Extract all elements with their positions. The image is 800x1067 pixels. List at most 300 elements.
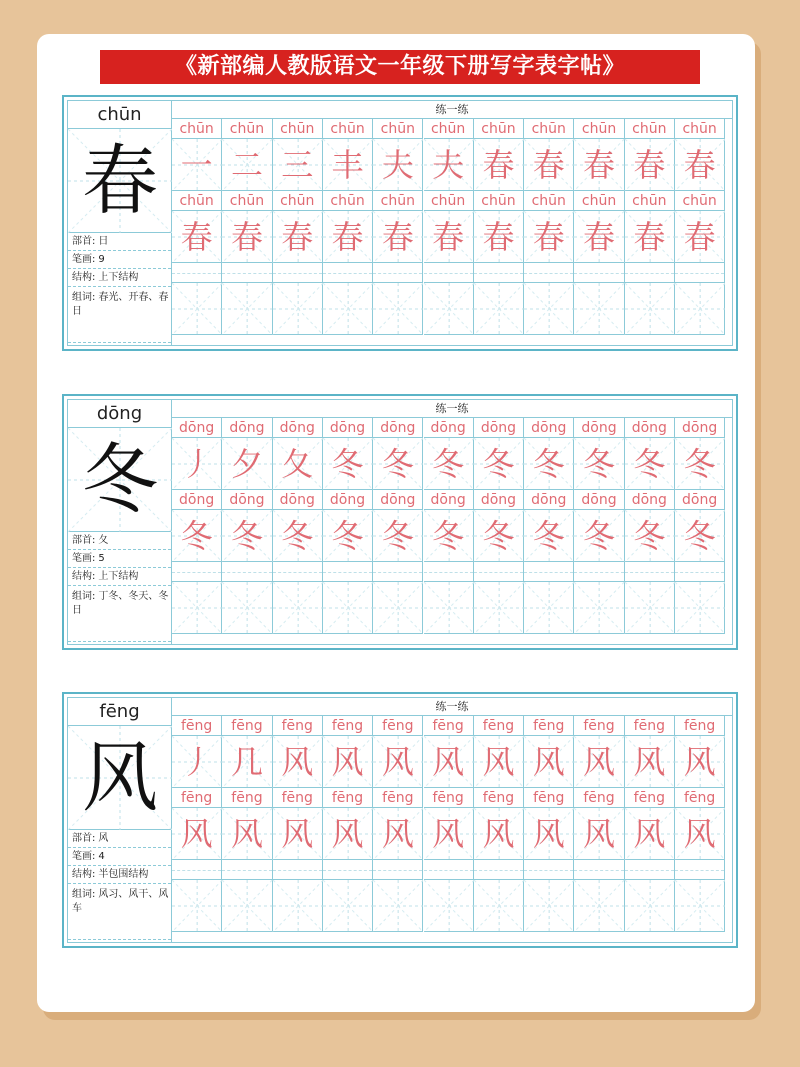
pinyin-cell [574,119,624,139]
writing-cell[interactable] [524,438,574,490]
writing-cell[interactable] [625,438,675,490]
pinyin-guide-line [675,870,724,871]
trace-character: 春 [532,218,565,256]
writing-cell[interactable] [574,438,624,490]
pinyin-guide-line [625,870,674,871]
pinyin-text: chūn [430,121,466,137]
pinyin-guide-line [574,870,623,871]
radical-label: 部首: [72,535,96,546]
pinyin-guide-line [524,870,573,871]
pinyin-text: fēng [180,790,213,806]
trace-character: 风 [331,743,364,781]
trace-character: 风 [230,815,263,853]
writing-cell[interactable] [424,736,474,788]
writing-cell[interactable] [172,139,222,191]
pinyin-cell [323,119,373,139]
pinyin-cell [373,191,423,211]
writing-cell[interactable] [524,139,574,191]
pinyin-guide-line [172,870,221,871]
pinyin-text: fēng [482,718,515,734]
trace-character: 风 [532,815,565,853]
trace-character: 冬 [683,445,716,483]
pinyin-text: fēng [281,790,313,806]
trace-character: 冬 [381,517,414,555]
writing-cell[interactable] [323,211,373,263]
writing-cell[interactable] [373,139,423,191]
writing-cell[interactable] [574,211,624,263]
writing-cell[interactable] [323,582,373,634]
pinyin-cell [574,263,624,283]
pinyin-text: fēng [231,718,263,734]
pinyin-cell [474,716,524,736]
trace-character: 冬 [230,517,263,555]
writing-cell[interactable] [474,139,524,191]
pinyin-cell [625,263,675,283]
writing-cell[interactable] [222,880,272,932]
words-row [68,884,171,940]
trace-character: 风 [482,743,515,781]
pinyin-guide-line [222,572,271,573]
trace-character: 冬 [281,517,314,555]
structure-row [68,269,171,287]
writing-cell[interactable] [474,582,524,634]
pinyin-cell [574,562,624,582]
writing-cell[interactable] [373,211,423,263]
pinyin-text: chūn [330,193,365,209]
radical-row [68,532,171,550]
pinyin-text: dōng [279,492,315,508]
writing-cell[interactable] [574,582,624,634]
pinyin-cell [273,716,323,736]
trace-character: 冬 [331,445,364,483]
pinyin-text: dōng [279,420,315,436]
big-character: 风 [82,733,158,822]
writing-cell[interactable] [373,582,423,634]
pinyin-cell [323,788,373,808]
writing-cell[interactable] [675,211,725,263]
writing-cell[interactable] [222,438,272,490]
writing-cell[interactable] [625,139,675,191]
pinyin-cell [373,860,423,880]
pinyin-guide-line [675,572,724,573]
pinyin-cell [222,490,272,510]
words-value: 风习、风干、风车 [72,889,169,914]
trace-character: 冬 [482,517,515,555]
character-pinyin: chūn [68,101,171,129]
writing-cell[interactable] [373,736,423,788]
writing-cell[interactable] [574,510,624,562]
pinyin-cell [172,119,222,139]
pinyin-cell [574,191,624,211]
writing-cell[interactable] [474,808,524,860]
writing-cell[interactable] [172,211,222,263]
trace-character: 几 [230,743,263,781]
pinyin-cell [323,263,373,283]
writing-cell[interactable] [675,582,725,634]
pinyin-cell [172,418,222,438]
writing-cell[interactable] [574,139,624,191]
writing-cell[interactable] [625,880,675,932]
pinyin-guide-line [323,572,372,573]
trace-character: 风 [482,815,515,853]
writing-cell[interactable] [222,736,272,788]
pinyin-guide-line [574,273,623,274]
pinyin-cell [524,263,574,283]
writing-cell[interactable] [574,736,624,788]
trace-character: 冬 [180,517,213,555]
pinyin-cell [474,788,524,808]
writing-cell[interactable] [675,283,725,335]
trace-character: 春 [583,218,616,256]
writing-cell[interactable] [273,736,323,788]
pinyin-text: chūn [229,193,265,209]
words-label: 组词: [72,889,96,900]
writing-cell[interactable] [524,880,574,932]
trace-character: 风 [683,815,716,853]
trace-character: 风 [180,815,213,853]
strokes-value: 5 [98,553,105,564]
pinyin-cell [574,490,624,510]
pinyin-text: dōng [329,492,366,508]
writing-cell[interactable] [524,510,574,562]
pinyin-cell [524,562,574,582]
writing-cell[interactable] [675,510,725,562]
writing-cell[interactable] [424,880,474,932]
pinyin-cell [323,418,373,438]
pinyin-cell [675,119,725,139]
pinyin-text: fēng [482,790,515,806]
writing-cell[interactable] [524,211,574,263]
pinyin-text: dōng [480,492,517,508]
pinyin-cell [675,191,725,211]
trace-character: 夫 [381,146,414,184]
trace-character: 春 [432,218,465,256]
trace-character: 风 [281,815,314,853]
writing-cell[interactable] [323,510,373,562]
pinyin-cell [323,191,373,211]
radical-value: 日 [98,236,109,247]
pinyin-cell [172,788,222,808]
pinyin-cell [424,263,474,283]
practice-sheet-dōng [62,394,738,650]
pinyin-text: dōng [682,492,718,508]
pinyin-text: dōng [179,492,215,508]
pinyin-guide-line [172,273,221,274]
writing-cell[interactable] [625,211,675,263]
trace-character: 风 [432,815,465,853]
writing-cell[interactable] [424,211,474,263]
writing-cell[interactable] [273,880,323,932]
writing-cell[interactable] [424,283,474,335]
pinyin-text: chūn [229,121,265,137]
pinyin-cell [222,788,272,808]
pinyin-guide-line [675,273,724,274]
trace-character: 夕 [230,445,263,483]
writing-cell[interactable] [172,808,222,860]
pinyin-guide-line [474,870,523,871]
pinyin-cell [222,191,272,211]
practice-grid [172,400,732,644]
writing-cell[interactable] [172,582,222,634]
pinyin-guide-line [222,273,271,274]
writing-cell[interactable] [625,283,675,335]
pinyin-guide-line [474,273,523,274]
pinyin-cell [273,860,323,880]
strokes-label: 笔画: [72,254,96,265]
trace-character: 风 [683,743,716,781]
strokes-row [68,848,171,866]
writing-cell[interactable] [474,283,524,335]
pinyin-text: chūn [632,121,667,137]
trace-character: 春 [583,146,616,184]
pinyin-text: chūn [531,121,566,137]
words-value: 丁冬、冬天、冬日 [72,591,169,616]
pinyin-cell [172,716,222,736]
pinyin-cell [474,418,524,438]
pinyin-cell [222,263,272,283]
pinyin-cell [222,119,272,139]
writing-cell[interactable] [474,736,524,788]
writing-cell[interactable] [675,139,725,191]
pinyin-cell [675,562,725,582]
pinyin-cell [273,191,323,211]
pinyin-cell [625,418,675,438]
pinyin-guide-line [273,572,322,573]
writing-cell[interactable] [373,283,423,335]
writing-cell[interactable] [625,808,675,860]
writing-cell[interactable] [474,211,524,263]
pinyin-cell [373,716,423,736]
trace-character: 冬 [432,445,465,483]
character-pinyin: dōng [68,400,171,428]
pinyin-text: fēng [281,718,313,734]
pinyin-cell [172,490,222,510]
writing-cell[interactable] [424,438,474,490]
big-character-box [68,726,172,830]
practice-sheet-fēng [62,692,738,948]
trace-character: 冬 [633,517,666,555]
trace-character: 冬 [683,517,716,555]
pinyin-text: fēng [633,790,665,806]
pinyin-guide-line [222,870,271,871]
writing-cell[interactable] [222,211,272,263]
pinyin-cell [222,860,272,880]
writing-cell[interactable] [574,808,624,860]
trace-character: 丰 [331,146,364,184]
writing-cell[interactable] [222,139,272,191]
pinyin-text: fēng [180,718,213,734]
writing-cell[interactable] [574,283,624,335]
writing-cell[interactable] [273,139,323,191]
pinyin-cell [474,191,524,211]
writing-cell[interactable] [675,736,725,788]
pinyin-cell [273,490,323,510]
trace-character: 春 [331,218,364,256]
pinyin-guide-line [625,572,674,573]
pinyin-cell [474,119,524,139]
pinyin-cell [323,562,373,582]
pinyin-cell [373,263,423,283]
pinyin-text: dōng [179,420,215,436]
pinyin-text: dōng [229,420,265,436]
pinyin-text: fēng [533,790,565,806]
writing-cell[interactable] [524,808,574,860]
writing-cell[interactable] [373,880,423,932]
writing-cell[interactable] [273,438,323,490]
strokes-value: 4 [98,851,105,862]
pinyin-cell [675,490,725,510]
structure-row [68,568,171,586]
pinyin-cell [524,418,574,438]
pinyin-cell [625,490,675,510]
writing-cell[interactable] [373,510,423,562]
pinyin-guide-line [524,572,573,573]
pinyin-text: dōng [531,420,567,436]
strokes-value: 9 [98,254,105,265]
pinyin-text: fēng [432,718,464,734]
pinyin-cell [373,562,423,582]
writing-cell[interactable] [373,438,423,490]
writing-cell[interactable] [273,211,323,263]
practice-grid [172,101,732,345]
pinyin-text: chūn [330,121,365,137]
writing-cell[interactable] [424,139,474,191]
writing-cell[interactable] [323,736,373,788]
pinyin-text: dōng [430,492,466,508]
writing-cell[interactable] [222,808,272,860]
structure-value: 半包围结构 [98,869,149,880]
trace-character: 春 [482,218,515,256]
writing-cell[interactable] [323,283,373,335]
writing-cell[interactable] [323,808,373,860]
pinyin-text: dōng [682,420,718,436]
trace-character: 夫 [432,146,465,184]
pinyin-text: fēng [432,790,464,806]
writing-cell[interactable] [222,510,272,562]
writing-cell[interactable] [273,582,323,634]
pinyin-cell [524,191,574,211]
strokes-label: 笔画: [72,553,96,564]
pinyin-text: chūn [632,193,667,209]
writing-cell[interactable] [524,283,574,335]
writing-cell[interactable] [273,283,323,335]
pinyin-text: dōng [631,420,667,436]
writing-cell[interactable] [323,139,373,191]
pinyin-cell [574,418,624,438]
pinyin-text: dōng [631,492,667,508]
pinyin-guide-line [373,273,422,274]
trace-character: 春 [633,146,666,184]
writing-cell[interactable] [675,880,725,932]
writing-cell[interactable] [474,438,524,490]
writing-cell[interactable] [172,880,222,932]
strokes-row [68,251,171,269]
writing-cell[interactable] [172,438,222,490]
big-character: 冬 [82,435,158,524]
pinyin-cell [574,860,624,880]
trace-character: 风 [583,743,616,781]
writing-cell[interactable] [474,880,524,932]
pinyin-cell [424,860,474,880]
strokes-row [68,550,171,568]
writing-cell[interactable] [625,582,675,634]
writing-cell[interactable] [373,808,423,860]
writing-cell[interactable] [424,808,474,860]
trace-character: 春 [683,146,716,184]
pinyin-text: dōng [329,420,366,436]
pinyin-cell [625,191,675,211]
trace-character: 冬 [532,517,565,555]
writing-cell[interactable] [574,880,624,932]
pinyin-cell [524,490,574,510]
writing-cell[interactable] [172,283,222,335]
writing-cell[interactable] [172,736,222,788]
pinyin-cell [675,860,725,880]
pinyin-guide-line [273,273,322,274]
character-info-panel [68,400,172,644]
writing-cell[interactable] [474,510,524,562]
words-value: 春光、开春、春日 [72,292,169,317]
pinyin-text: fēng [231,790,263,806]
sheet-frame [67,399,733,645]
writing-cell[interactable] [424,510,474,562]
writing-cell[interactable] [675,808,725,860]
pinyin-cell [273,418,323,438]
writing-cell[interactable] [524,582,574,634]
pinyin-text: chūn [481,121,516,137]
trace-character: 春 [281,218,314,256]
writing-cell[interactable] [524,736,574,788]
writing-cell[interactable] [625,736,675,788]
pinyin-text: chūn [280,193,315,209]
pinyin-text: chūn [380,121,415,137]
writing-cell[interactable] [675,438,725,490]
pinyin-cell [574,788,624,808]
trace-character: 二 [230,146,263,184]
trace-character: 冬 [583,517,616,555]
writing-cell[interactable] [273,510,323,562]
pinyin-guide-line [323,273,372,274]
writing-cell[interactable] [222,283,272,335]
pinyin-cell [222,716,272,736]
pinyin-cell [474,562,524,582]
pinyin-text: chūn [430,193,466,209]
pinyin-cell [172,191,222,211]
pinyin-cell [524,788,574,808]
writing-cell[interactable] [273,808,323,860]
pinyin-cell [424,490,474,510]
structure-label: 结构: [72,571,96,582]
practice-heading: 练一练 [172,698,732,716]
pinyin-cell [524,716,574,736]
pinyin-text: dōng [531,492,567,508]
trace-character: 春 [381,218,414,256]
trace-character: 冬 [432,517,465,555]
writing-cell[interactable] [172,510,222,562]
writing-cell[interactable] [625,510,675,562]
writing-cell[interactable] [222,582,272,634]
pinyin-text: chūn [531,193,566,209]
trace-character: 春 [482,146,515,184]
pinyin-cell [273,263,323,283]
writing-cell[interactable] [424,582,474,634]
pinyin-cell [424,716,474,736]
writing-cell[interactable] [323,880,373,932]
writing-cell[interactable] [323,438,373,490]
pinyin-cell [424,418,474,438]
trace-character: 春 [180,218,213,256]
pinyin-guide-line [273,870,322,871]
